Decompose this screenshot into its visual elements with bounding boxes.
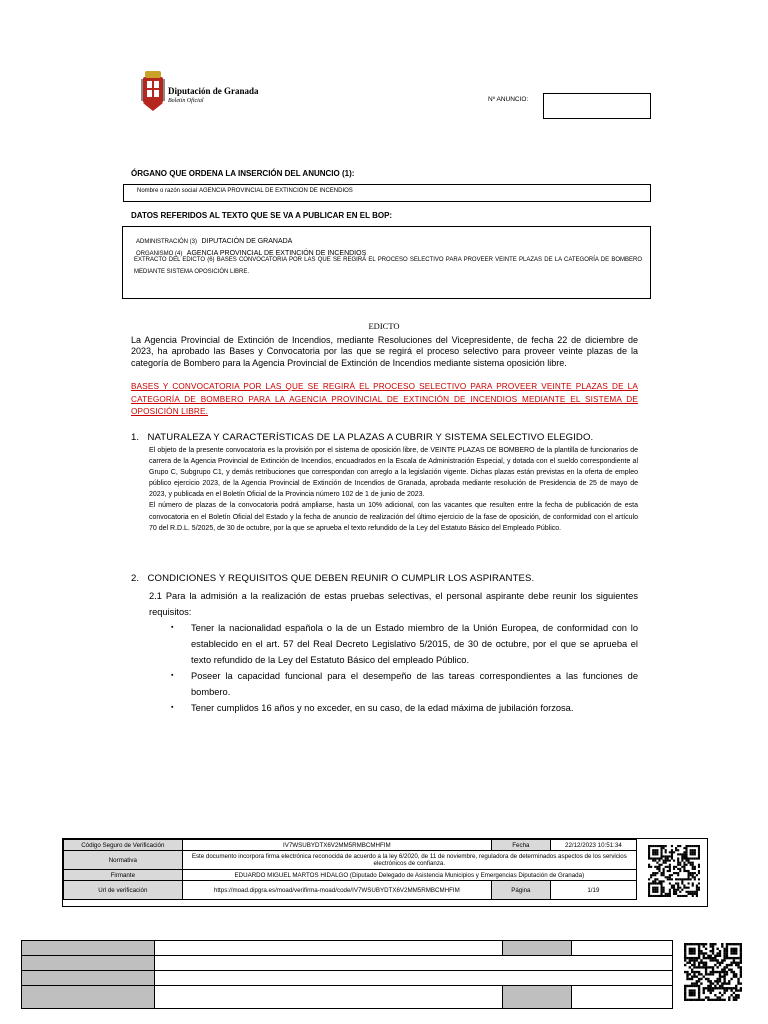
pagina-label: Página <box>491 881 550 900</box>
edicto-intro: La Agencia Provincial de Extinción de Incendios, mediante Resoluciones del Vicepresidente, de fecha 22 de diciembre de 2023, ha aprobado las Bases y Convocatoria por las que se regirá el proceso selectivo para proveer veinte plazas de la categoría de Bombero para la Agencia Provincial de Extinción de Incendios mediante sistema oposición libre. <box>131 335 638 368</box>
edicto-title: EDICTO <box>368 321 400 331</box>
fecha-value: 22/12/2023 10:51:34 <box>550 840 636 851</box>
firmante-label: Firmante <box>64 870 183 881</box>
fecha-label: Fecha <box>491 840 550 851</box>
bullet-icon: ▪ <box>171 704 174 711</box>
firmante-value: EDUARDO MIGUEL MARTOS HIDALGO (Diputado Delegado de Asistencia Municipios y Emergencias Diputación de Granada) <box>182 870 636 881</box>
qr-code-icon[interactable] <box>648 845 700 897</box>
normativa-label: Normativa <box>64 851 183 870</box>
datos-box <box>122 226 651 299</box>
signature-table <box>63 839 637 900</box>
organismo-value: AGENCIA PROVINCIAL DE EXTINCIÓN DE INCENDIOS <box>186 250 367 257</box>
bullet-icon: ▪ <box>171 672 174 679</box>
url-label: Url de verificación <box>64 881 183 900</box>
section1-paragraph-1: El objeto de la presente convocatoria es la provisión por el sistema de oposición libre, de VEINTE PLAZAS DE BOMBERO de la plantilla de funcionarios de carrera de la Agencia Provincial de Extinción de Incendios, encuadrados en la Escala de Administración Especial, y dotada con el sueldo correspondiente al Grupo C, Subgrupo C1, y demás retribuciones que correspondan con arreglo a la legislación vigente. Dichas plazas están previstas en la oferta de empleo público ejercicio 2023, de la Agencia Provincial de Extinción de Incendios de Granada, aprobada mediante resolución de Presidencia de 25 de mayo de 2023, y publicada en el Boletín Oficial de la Provincia número 102 de 1 de junio de 2023. <box>149 447 638 499</box>
section1-body <box>149 445 638 534</box>
organismo-label: ORGANISMO (4) <box>136 251 183 257</box>
logo-subtitle: Boletín Oficial <box>168 98 204 104</box>
extracto-text: EXTRACTO DEL EDICTO (6) BASES CONVOCATORIA POR LAS QUE SE REGIRÁ EL PROCESO SELECTIVO PARA PROVEER VEINTE PLAZAS DE LA CATEGORÍA DE BOMBERO MEDIANTE SISTEMA OPOSICIÓN LIBRE. <box>134 257 642 275</box>
anuncio-number-field[interactable] <box>543 93 651 119</box>
qr-code-icon[interactable] <box>684 943 742 1001</box>
normativa-value: Este documento incorpora firma electrónica reconocida de acuerdo a la ley 6/2020, de 11 de noviembre, reguladora de determinados aspectos de los servicios electrónicos de confianza. <box>182 851 636 870</box>
nombre-label: Nombre o razón social <box>137 188 198 194</box>
blank-form-table <box>21 940 673 1009</box>
list-item: ▪ Tener cumplidos 16 años y no exceder, en su caso, de la edad máxima de jubilación forzosa. <box>171 700 638 716</box>
datos-section-title: DATOS REFERIDOS AL TEXTO QUE SE VA A PUBLICAR EN EL BOP: <box>131 211 393 220</box>
section2-title: 2. CONDICIONES Y REQUISITOS QUE DEBEN REUNIR O CUMPLIR LOS ASPIRANTES. <box>131 573 535 584</box>
section2-paragraph: 2.1 Para la admisión a la realización de estas pruebas selectivas, el personal aspirante debe reunir los siguientes requisitos: <box>149 591 638 617</box>
csv-label: Código Seguro de Verificación <box>64 840 183 851</box>
list-item: ▪ Tener la nacionalidad española o la de un Estado miembro de la Unión Europea, de conformidad con lo establecido en el art. 57 del Real Decreto Legislativo 5/2015, de 30 de octubre, por el que se aprueba el texto refundido de la Ley del Estatuto Básico del empleado Público. <box>171 620 638 668</box>
administracion-value: DIPUTACIÓN DE GRANADA <box>201 238 293 245</box>
anuncio-label: Nº ANUNCIO: <box>488 96 529 103</box>
organo-section-title: ÓRGANO QUE ORDENA LA INSERCIÓN DEL ANUNCIO (1): <box>131 169 355 178</box>
section1-paragraph-2: El número de plazas de la convocatoria podrá ampliarse, hasta un 10% adicional, con las vacantes que resulten entre la fecha de publicación de esta convocatoria en el Boletín Oficial del Estado y la fecha de anuncio de realización del último ejercicio de la fase de oposición, de conformidad con el artículo 70 del R.D.L. 5/2025, de 30 de octubre, por la que se aprueba el texto refundido de la Ley del Estatuto Básico del Empleado Público. <box>149 502 638 532</box>
csv-value: IV7WSUBYDTX6V2MM5RMBCMHFIM <box>182 840 491 851</box>
pagina-value: 1/19 <box>550 881 636 900</box>
logo-name: Diputación de Granada <box>168 86 259 96</box>
section1-title: 1. NATURALEZA Y CARACTERÍSTICAS DE LA PLAZAS A CUBRIR Y SISTEMA SELECTIVO ELEGIDO. <box>131 432 594 443</box>
url-value[interactable]: https://moad.dipgra.es/moad/verifirma-moad/code/IV7WSUBYDTX6V2MM5RMBCMHFIM <box>182 881 491 900</box>
list-item: ▪ Poseer la capacidad funcional para el desempeño de las tareas correspondientes a las funciones de bombero. <box>171 668 638 700</box>
requirements-list <box>171 620 638 716</box>
organo-box <box>123 184 651 202</box>
bases-title-red: BASES Y CONVOCATORIA POR LAS QUE SE REGIRÁ EL PROCESO SELECTIVO PARA PROVEER VEINTE PLAZAS DE LA CATEGORÍA DE BOMBERO PARA LA AGENCIA PROVINCIAL DE EXTINCIÓN DE INCENDIOS MEDIANTE EL SISTEMA DE OPOSICIÓN LIBRE. <box>131 382 638 417</box>
bullet-icon: ▪ <box>171 624 174 631</box>
nombre-value: AGENCIA PROVINCIAL DE EXTINCION DE INCENDIOS <box>199 188 353 194</box>
administracion-label: ADMINISTRACIÓN (3) <box>136 239 198 245</box>
